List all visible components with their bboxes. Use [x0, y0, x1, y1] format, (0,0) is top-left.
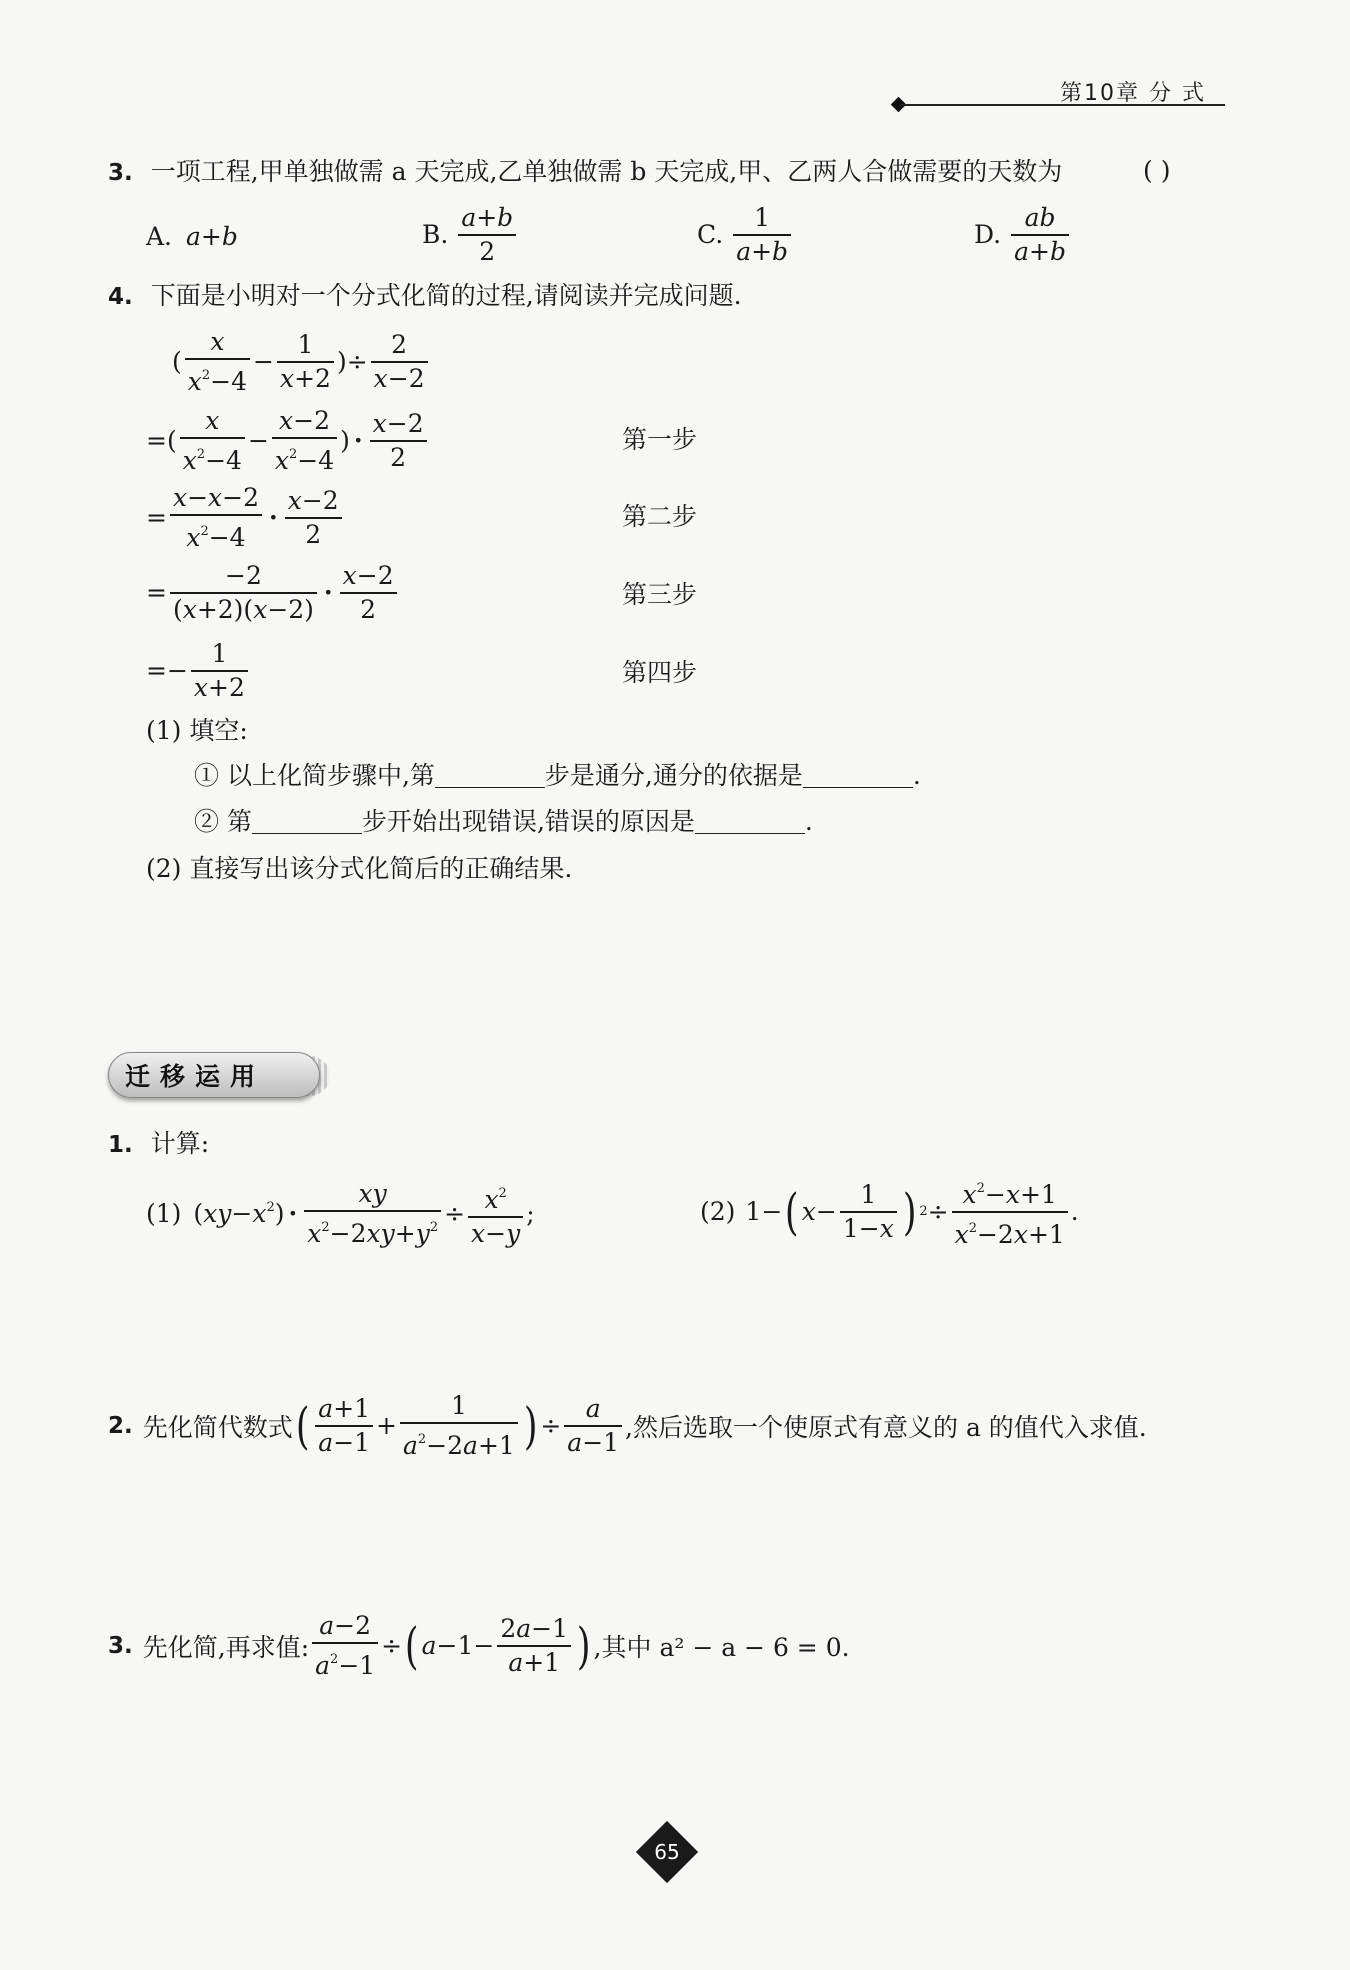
answer-blank[interactable]	[695, 809, 805, 834]
step-label-3: 第三步	[622, 580, 698, 609]
sub-question-1a	[194, 760, 921, 792]
task-1	[108, 1128, 209, 1161]
sub-question-1: (1) 填空:	[146, 716, 248, 745]
fraction	[733, 204, 791, 266]
sub-question-1b	[194, 806, 813, 838]
question-text: ,其中 a² − a − 6 = 0.	[593, 1632, 850, 1662]
answer-paren: ( )	[1143, 156, 1171, 185]
text: ② 第	[194, 807, 252, 836]
option-label: A.	[146, 221, 173, 251]
expression-step-1: =( $\frac{x}{x^2-4}$ − $\frac{x-2}{x^2-4}$ ) · $\frac{x-2}{2}$	[146, 407, 430, 475]
chapter-title: 第10章 分 式	[1060, 81, 1206, 106]
option-c	[697, 204, 794, 266]
answer-blank[interactable]	[252, 809, 362, 834]
step-label-2: 第二步	[622, 502, 698, 531]
question-number: 3.	[108, 1632, 133, 1659]
question-text: 计算:	[150, 1129, 210, 1158]
question-number: 2.	[108, 1412, 133, 1439]
text: 步开始出现错误,错误的原因是	[361, 807, 695, 836]
numerator: a+b	[461, 203, 514, 232]
option-b	[422, 204, 519, 266]
expression-step-3: = $\frac{-2}{(x+2)(x-2)}$ · $\frac{x-2}{2}$	[146, 562, 400, 624]
step-label-4: 第四步	[622, 658, 698, 687]
task-1-part-2: (2) 1− ( x − $\frac{1}{1-x}$ ) 2 ÷ $\frac{x^2-x+1}{x^2-2x+1}$ .	[700, 1180, 1079, 1249]
page-number: 65	[654, 1840, 680, 1864]
denominator: 2	[479, 236, 496, 266]
denominator: a+b	[736, 236, 789, 266]
text: .	[912, 761, 921, 790]
question-text: ,然后选取一个使原式有意义的 a 的值代入求值.	[625, 1412, 1147, 1442]
option-value: a+b	[186, 221, 238, 251]
option-label: D.	[974, 220, 1002, 250]
expression-original: ( $\frac{x}{x^2-4}$ − $\frac{1}{x+2}$ )÷ $\frac{2}{x-2}$	[172, 328, 431, 396]
question-4	[108, 280, 742, 313]
fraction	[458, 204, 516, 266]
numerator: 1	[754, 203, 771, 232]
step-label-1: 第一步	[622, 425, 698, 454]
question-3	[108, 156, 1062, 189]
text: .	[804, 807, 813, 836]
question-text: 先化简,再求值:	[142, 1632, 310, 1662]
task-2: 2. 先化简代数式 ( $\frac{a+1}{a-1}$ + $\frac{1}{a^2-2a+1}$ ) ÷ $\frac{a}{a-1}$ ,然后选取一个使原式有意义的 a 的值代入求值.	[108, 1391, 1147, 1460]
answer-blank[interactable]	[435, 763, 545, 788]
task-1-part-1: (1) $(xy-x^2)$ · $\frac{xy}{x^2-2xy+y^2}$ ÷ $\frac{x^2}{x-y}$ ;	[146, 1179, 535, 1248]
text: ① 以上化简步骤中,第	[194, 761, 435, 790]
task-3: 3. 先化简,再求值: $\frac{a-2}{a^2-1}$ ÷ ( a −1− $\frac{2a-1}{a+1}$ ) ,其中 a² − a − 6 = 0.	[108, 1611, 850, 1680]
option-a	[146, 216, 238, 256]
question-text: 先化简代数式	[142, 1412, 293, 1442]
answer-blank[interactable]	[803, 763, 913, 788]
numerator: ab	[1024, 203, 1056, 232]
text: 步是通分,通分的依据是	[544, 761, 803, 790]
question-number: 1.	[108, 1132, 133, 1158]
question-text: 下面是小明对一个分式化简的过程,请阅读并完成问题.	[150, 281, 742, 310]
sub-question-2: (2) 直接写出该分式化简后的正确结果.	[146, 854, 573, 883]
option-d	[974, 204, 1072, 266]
section-title: 迁移运用	[125, 1062, 266, 1091]
fraction	[1011, 204, 1069, 266]
question-number: 4.	[108, 284, 133, 310]
section-badge	[108, 1052, 320, 1098]
expression-step-4: =− $\frac{1}{x+2}$	[146, 640, 251, 702]
part-label: (2)	[700, 1197, 736, 1227]
question-text: 一项工程,甲单独做需 a 天完成,乙单独做需 b 天完成,甲、乙两人合做需要的天数为	[150, 157, 1063, 186]
denominator: a+b	[1014, 236, 1066, 266]
part-label: (1)	[146, 1199, 182, 1229]
option-label: B.	[422, 220, 449, 250]
option-label: C.	[697, 220, 724, 250]
question-number: 3.	[108, 160, 133, 186]
expression-step-2: = $\frac{x-x-2}{x^2-4}$ · $\frac{x-2}{2}$	[146, 484, 345, 552]
